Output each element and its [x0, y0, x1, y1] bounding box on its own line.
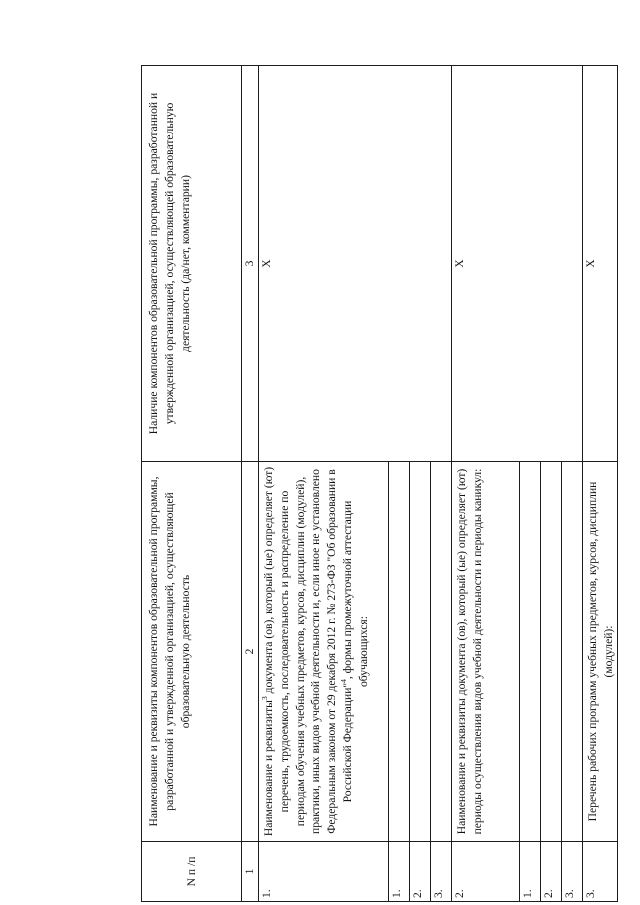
sub-row-cell: [520, 462, 541, 842]
row-text: Перечень рабочих программ учебных предметов, курсов, дисциплин (модулей):: [583, 462, 618, 842]
rotated-table-wrapper: [141, 66, 615, 902]
column-number-1: 1: [242, 842, 259, 902]
column-number-2: 2: [242, 462, 259, 842]
availability-mark: X: [583, 66, 618, 462]
sub-row-cell: [541, 462, 562, 842]
sub-row-cell: [431, 462, 452, 842]
column-number-3: 3: [242, 66, 259, 462]
row-number: 2.: [452, 842, 520, 902]
row-text-part: Наименование и реквизиты: [262, 700, 275, 837]
sub-row-number: 3.: [431, 842, 452, 902]
sub-row-cell: [389, 462, 410, 842]
sub-row-number: 3.: [562, 842, 583, 902]
sub-row-cell: [562, 462, 583, 842]
row-text: [259, 462, 389, 842]
table-row: [583, 66, 618, 902]
components-table: [141, 65, 618, 902]
row-text: Наименование и реквизиты документа (ов), который (ые) определяет (ют) периоды осуществления видов учебной деятельности и периоды каникул:: [452, 462, 520, 842]
header-availability-cell: Наличие компонентов образовательной программы, разработанной и утвержденной организацией, осуществляющей образовательную деятельность (да/нет, комментарии): [142, 66, 242, 462]
table-row: [452, 66, 520, 902]
table-header-row: [142, 66, 242, 902]
sub-row-number: 2.: [410, 842, 431, 902]
row-number: 1.: [259, 842, 389, 902]
row-text-part: , формы промежуточной аттестации обучающихся:: [340, 500, 370, 687]
availability-mark: X: [452, 66, 583, 462]
column-numbering-row: [242, 66, 259, 902]
header-components-cell: Наименование и реквизиты компонентов образовательной программы, разработанной и утвержденной организацией, осуществляющей образовательную деятельность: [142, 462, 242, 842]
row-number: 3.: [583, 842, 618, 902]
table-row: [259, 66, 389, 902]
sub-row-number: 2.: [541, 842, 562, 902]
sub-row-number: 1.: [520, 842, 541, 902]
availability-mark: X: [259, 66, 452, 462]
sub-row-number: 1.: [389, 842, 410, 902]
sub-row-cell: [410, 462, 431, 842]
row-text-part: документа (ов), который (ые) определяет (ют) перечень, трудоемкость, последовательность и распределение по периодам обучения учебных предметов, курсов, дисциплин (модулей), практики, иных видов учебной деятельности и, если иное не установлено Федеральным законом от 29 декабря 2012 г. № 273-ФЗ "Об образовании в Российской Федерации": [262, 466, 354, 834]
footnote-marker: 3: [260, 696, 270, 701]
footnote-marker: 4: [338, 679, 348, 683]
header-number-cell: N п /п: [142, 842, 242, 902]
